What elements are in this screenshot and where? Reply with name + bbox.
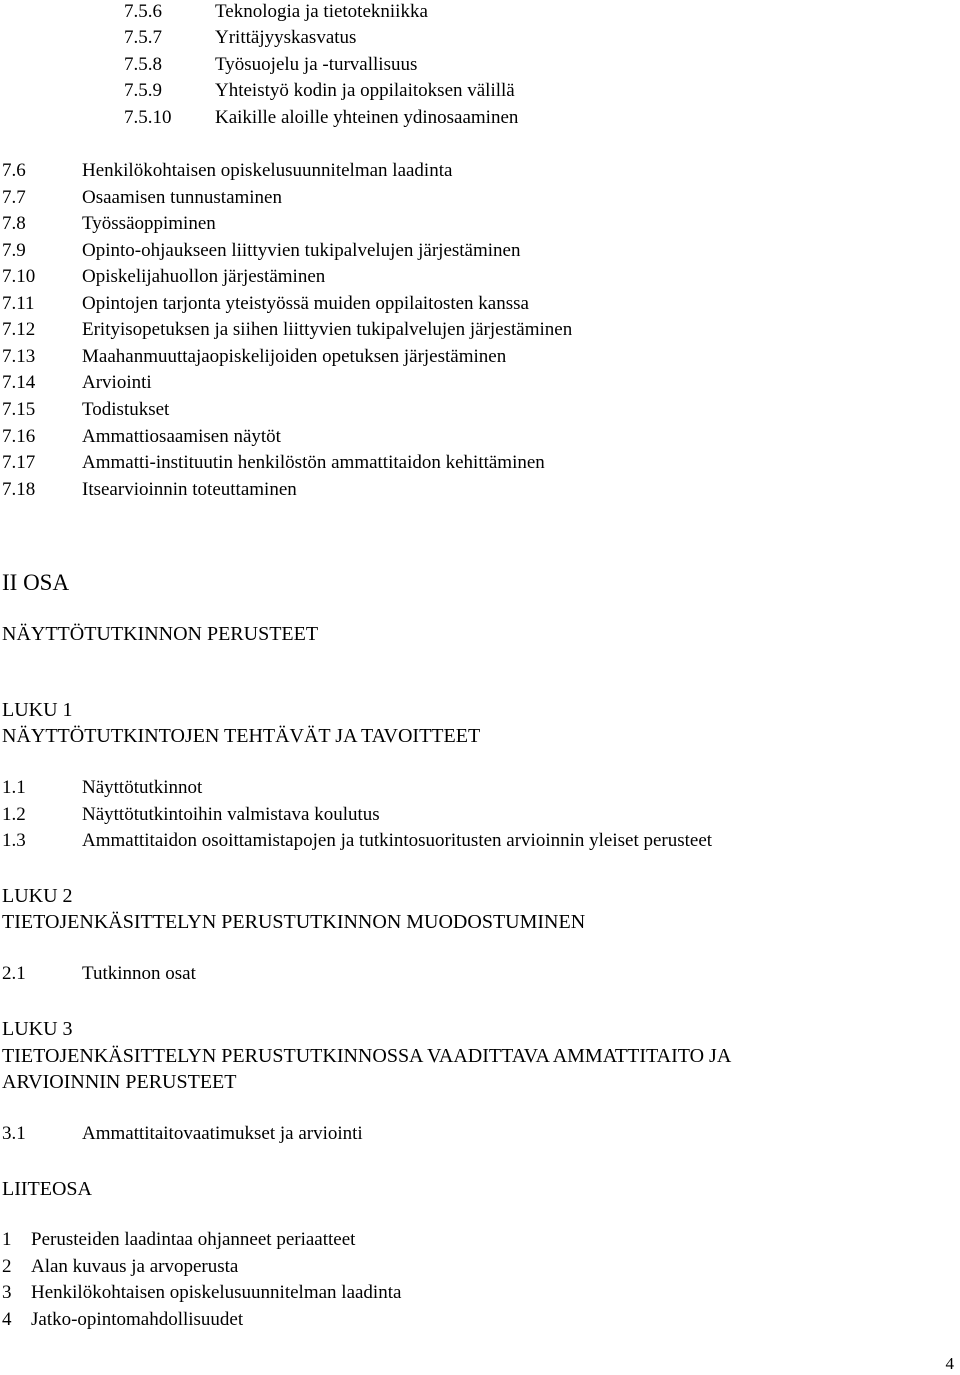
toc-number: 7.8: [2, 213, 26, 234]
toc-number: 7.17: [2, 452, 36, 473]
toc-number: 3.1: [2, 1123, 26, 1144]
toc-text: Todistukset: [82, 399, 170, 420]
toc-text: Näyttötutkinnot: [82, 777, 203, 798]
toc-text: Kaikille aloille yhteinen ydinosaaminen: [215, 107, 519, 128]
toc-text: Yrittäjyyskasvatus: [215, 27, 357, 48]
toc-text: Alan kuvaus ja arvoperusta: [31, 1256, 239, 1277]
toc-number: 7.16: [2, 426, 36, 447]
toc-text: Osaamisen tunnustaminen: [82, 187, 282, 208]
toc-number: 1.2: [2, 804, 26, 825]
toc-text: Arviointi: [82, 372, 152, 393]
toc-text: Opiskelijahuollon järjestäminen: [82, 266, 326, 287]
toc-number: 7.10: [2, 266, 36, 287]
toc-number: 7.7: [2, 187, 26, 208]
toc-text: Ammattiosaamisen näytöt: [82, 426, 281, 447]
toc-number: 3: [2, 1282, 12, 1303]
chapter-title: TIETOJENKÄSITTELYN PERUSTUTKINNOSSA VAADITTAVA AMMATTITAITO JA: [2, 1045, 732, 1067]
toc-text: Näyttötutkintoihin valmistava koulutus: [82, 804, 380, 825]
toc-text: Yhteistyö kodin ja oppilaitoksen välillä: [215, 80, 515, 101]
toc-text: Ammattitaidon osoittamistapojen ja tutkintosuoritusten arvioinnin yleiset perusteet: [82, 830, 713, 851]
toc-number: 7.11: [2, 293, 35, 314]
toc-number: 2.1: [2, 963, 26, 984]
chapter-label: LUKU 1: [2, 699, 73, 721]
toc-number: 7.13: [2, 346, 36, 367]
toc-text: Maahanmuuttajaopiskelijoiden opetuksen järjestäminen: [82, 346, 507, 367]
page-number: 4: [945, 1354, 954, 1373]
toc-number: 1.3: [2, 830, 26, 851]
toc-number: 7.12: [2, 319, 36, 340]
part-subtitle: NÄYTTÖTUTKINNON PERUSTEET: [2, 623, 319, 645]
toc-number: 4: [2, 1309, 12, 1330]
toc-number: 1: [2, 1229, 12, 1250]
part-title: II OSA: [2, 570, 70, 595]
toc-text: Teknologia ja tietotekniikka: [215, 1, 428, 22]
toc-number: 7.5.8: [124, 54, 162, 75]
toc-number: 1.1: [2, 777, 26, 798]
toc-text: Itsearvioinnin toteuttaminen: [82, 479, 297, 500]
toc-text: Henkilökohtaisen opiskelusuunnitelman laadinta: [82, 160, 453, 181]
chapter-label: LUKU 3: [2, 1018, 73, 1040]
toc-number: 7.5.6: [124, 1, 162, 22]
toc-text: Tutkinnon osat: [82, 963, 196, 984]
toc-text: Työssäoppiminen: [82, 213, 216, 234]
toc-number: 7.6: [2, 160, 26, 181]
toc-text: Ammattitaitovaatimukset ja arviointi: [82, 1123, 363, 1144]
toc-number: 7.14: [2, 372, 36, 393]
toc-number: 7.9: [2, 240, 26, 261]
toc-text: Opinto-ohjaukseen liittyvien tukipalvelujen järjestäminen: [82, 240, 521, 261]
toc-text: Työsuojelu ja -turvallisuus: [215, 54, 418, 75]
toc-number: 7.18: [2, 479, 36, 500]
toc-text: Perusteiden laadintaa ohjanneet periaatteet: [31, 1229, 356, 1250]
toc-text: Jatko-opintomahdollisuudet: [31, 1309, 244, 1330]
toc-number: 7.5.7: [124, 27, 162, 48]
chapter-title-continued: ARVIOINNIN PERUSTEET: [2, 1071, 237, 1093]
toc-text: Erityisopetuksen ja siihen liittyvien tukipalvelujen järjestäminen: [82, 319, 573, 340]
toc-number: 7.5.9: [124, 80, 162, 101]
appendix-title: LIITEOSA: [2, 1178, 92, 1200]
toc-text: Ammatti-instituutin henkilöstön ammattitaidon kehittäminen: [82, 452, 545, 473]
chapter-title: NÄYTTÖTUTKINTOJEN TEHTÄVÄT JA TAVOITTEET: [2, 725, 481, 747]
chapter-label: LUKU 2: [2, 885, 73, 907]
chapter-title: TIETOJENKÄSITTELYN PERUSTUTKINNON MUODOSTUMINEN: [2, 911, 586, 933]
toc-number: 2: [2, 1256, 12, 1277]
toc-text: Opintojen tarjonta yteistyössä muiden oppilaitosten kanssa: [82, 293, 529, 314]
toc-number: 7.15: [2, 399, 36, 420]
toc-text: Henkilökohtaisen opiskelusuunnitelman laadinta: [31, 1282, 402, 1303]
toc-number: 7.5.10: [124, 107, 172, 128]
